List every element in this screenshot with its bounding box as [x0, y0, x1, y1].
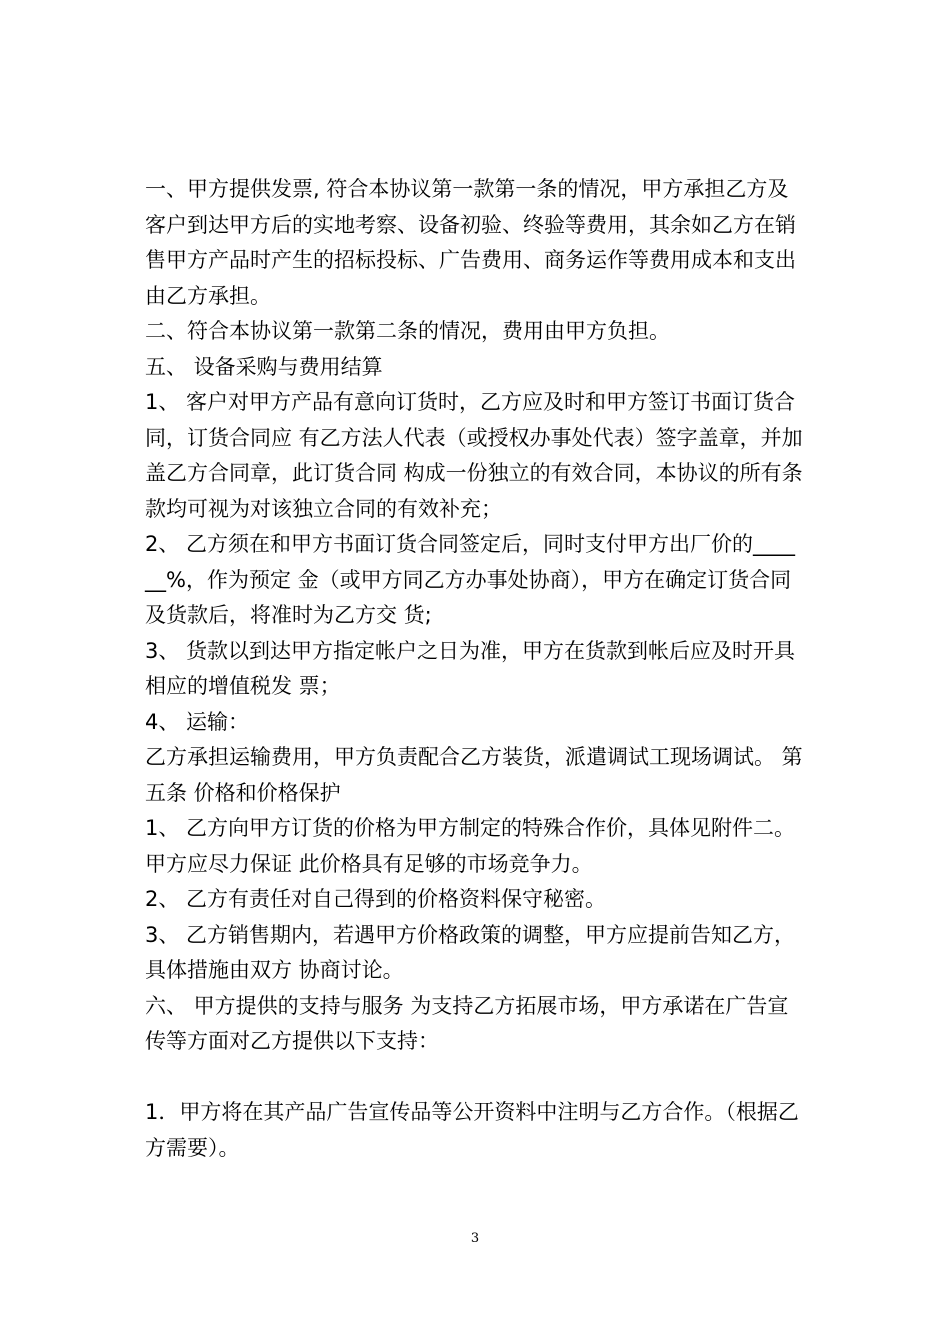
section-heading-support: 六、 甲方提供的支持与服务 为支持乙方拓展市场，甲方承诺在广告宣传等方面对乙方提供以下支持：	[145, 993, 789, 1053]
paragraph-payment: 3、 货款以到达甲方指定帐户之日为准，甲方在货款到帐后应及时开具相应的增值税发 票；	[145, 638, 796, 698]
document-body	[145, 172, 805, 1166]
paragraph-transport-heading: 4、 运输：	[145, 709, 250, 734]
blank-line	[145, 1060, 805, 1096]
section-heading-procurement: 五、 设备采购与费用结算	[145, 354, 383, 379]
paragraph-transport: 乙方承担运输费用，甲方负责配合乙方装货，派遣调试工现场调试。 第五条 价格和价格保护	[145, 745, 803, 805]
paragraph-expense-clause-2: 二、符合本协议第一款第二条的情况，费用由甲方负担。	[145, 319, 670, 343]
page-number: 3	[470, 1231, 480, 1246]
paragraph-support-1: 1．甲方将在其产品广告宣传品等公开资料中注明与乙方合作。（根据乙方需要）。	[145, 1100, 799, 1160]
paragraph-price-3: 3、 乙方销售期内，若遇甲方价格政策的调整，甲方应提前告知乙方，具体措施由双方 协商讨论。	[145, 922, 796, 982]
paragraph-deposit: 2、 乙方须在和甲方书面订货合同签定后，同时支付甲方出厂价的______%，作为预定 金（或甲方同乙方办事处协商），甲方在确定订货合同及货款后，将准时为乙方交 货;	[145, 532, 796, 627]
paragraph-price-2: 2、 乙方有责任对自己得到的价格资料保守秘密。	[145, 887, 607, 911]
paragraph-price-1: 1、 乙方向甲方订货的价格为甲方制定的特殊合作价，具体见附件二。甲方应尽力保证 此价格具有足够的市场竞争力。	[145, 816, 796, 876]
paragraph-order-contract: 1、 客户对甲方产品有意向订货时，乙方应及时和甲方签订书面订货合同，订货合同应 有乙方法人代表（或授权办事处代表）签字盖章，并加盖乙方合同章，此订货合同 构成一份独立的有效合同，本协议的所有条款均可视为对该独立合同的有效补充；	[145, 390, 803, 521]
paragraph-expense-clause-1: 一、甲方提供发票, 符合本协议第一款第一条的情况，甲方承担乙方及客户到达甲方后的实地考察、设备初验、终验等费用，其余如乙方在销售甲方产品时产生的招标投标、广告费用、商务运作等费用成本和支出由乙方承担。	[145, 177, 796, 308]
